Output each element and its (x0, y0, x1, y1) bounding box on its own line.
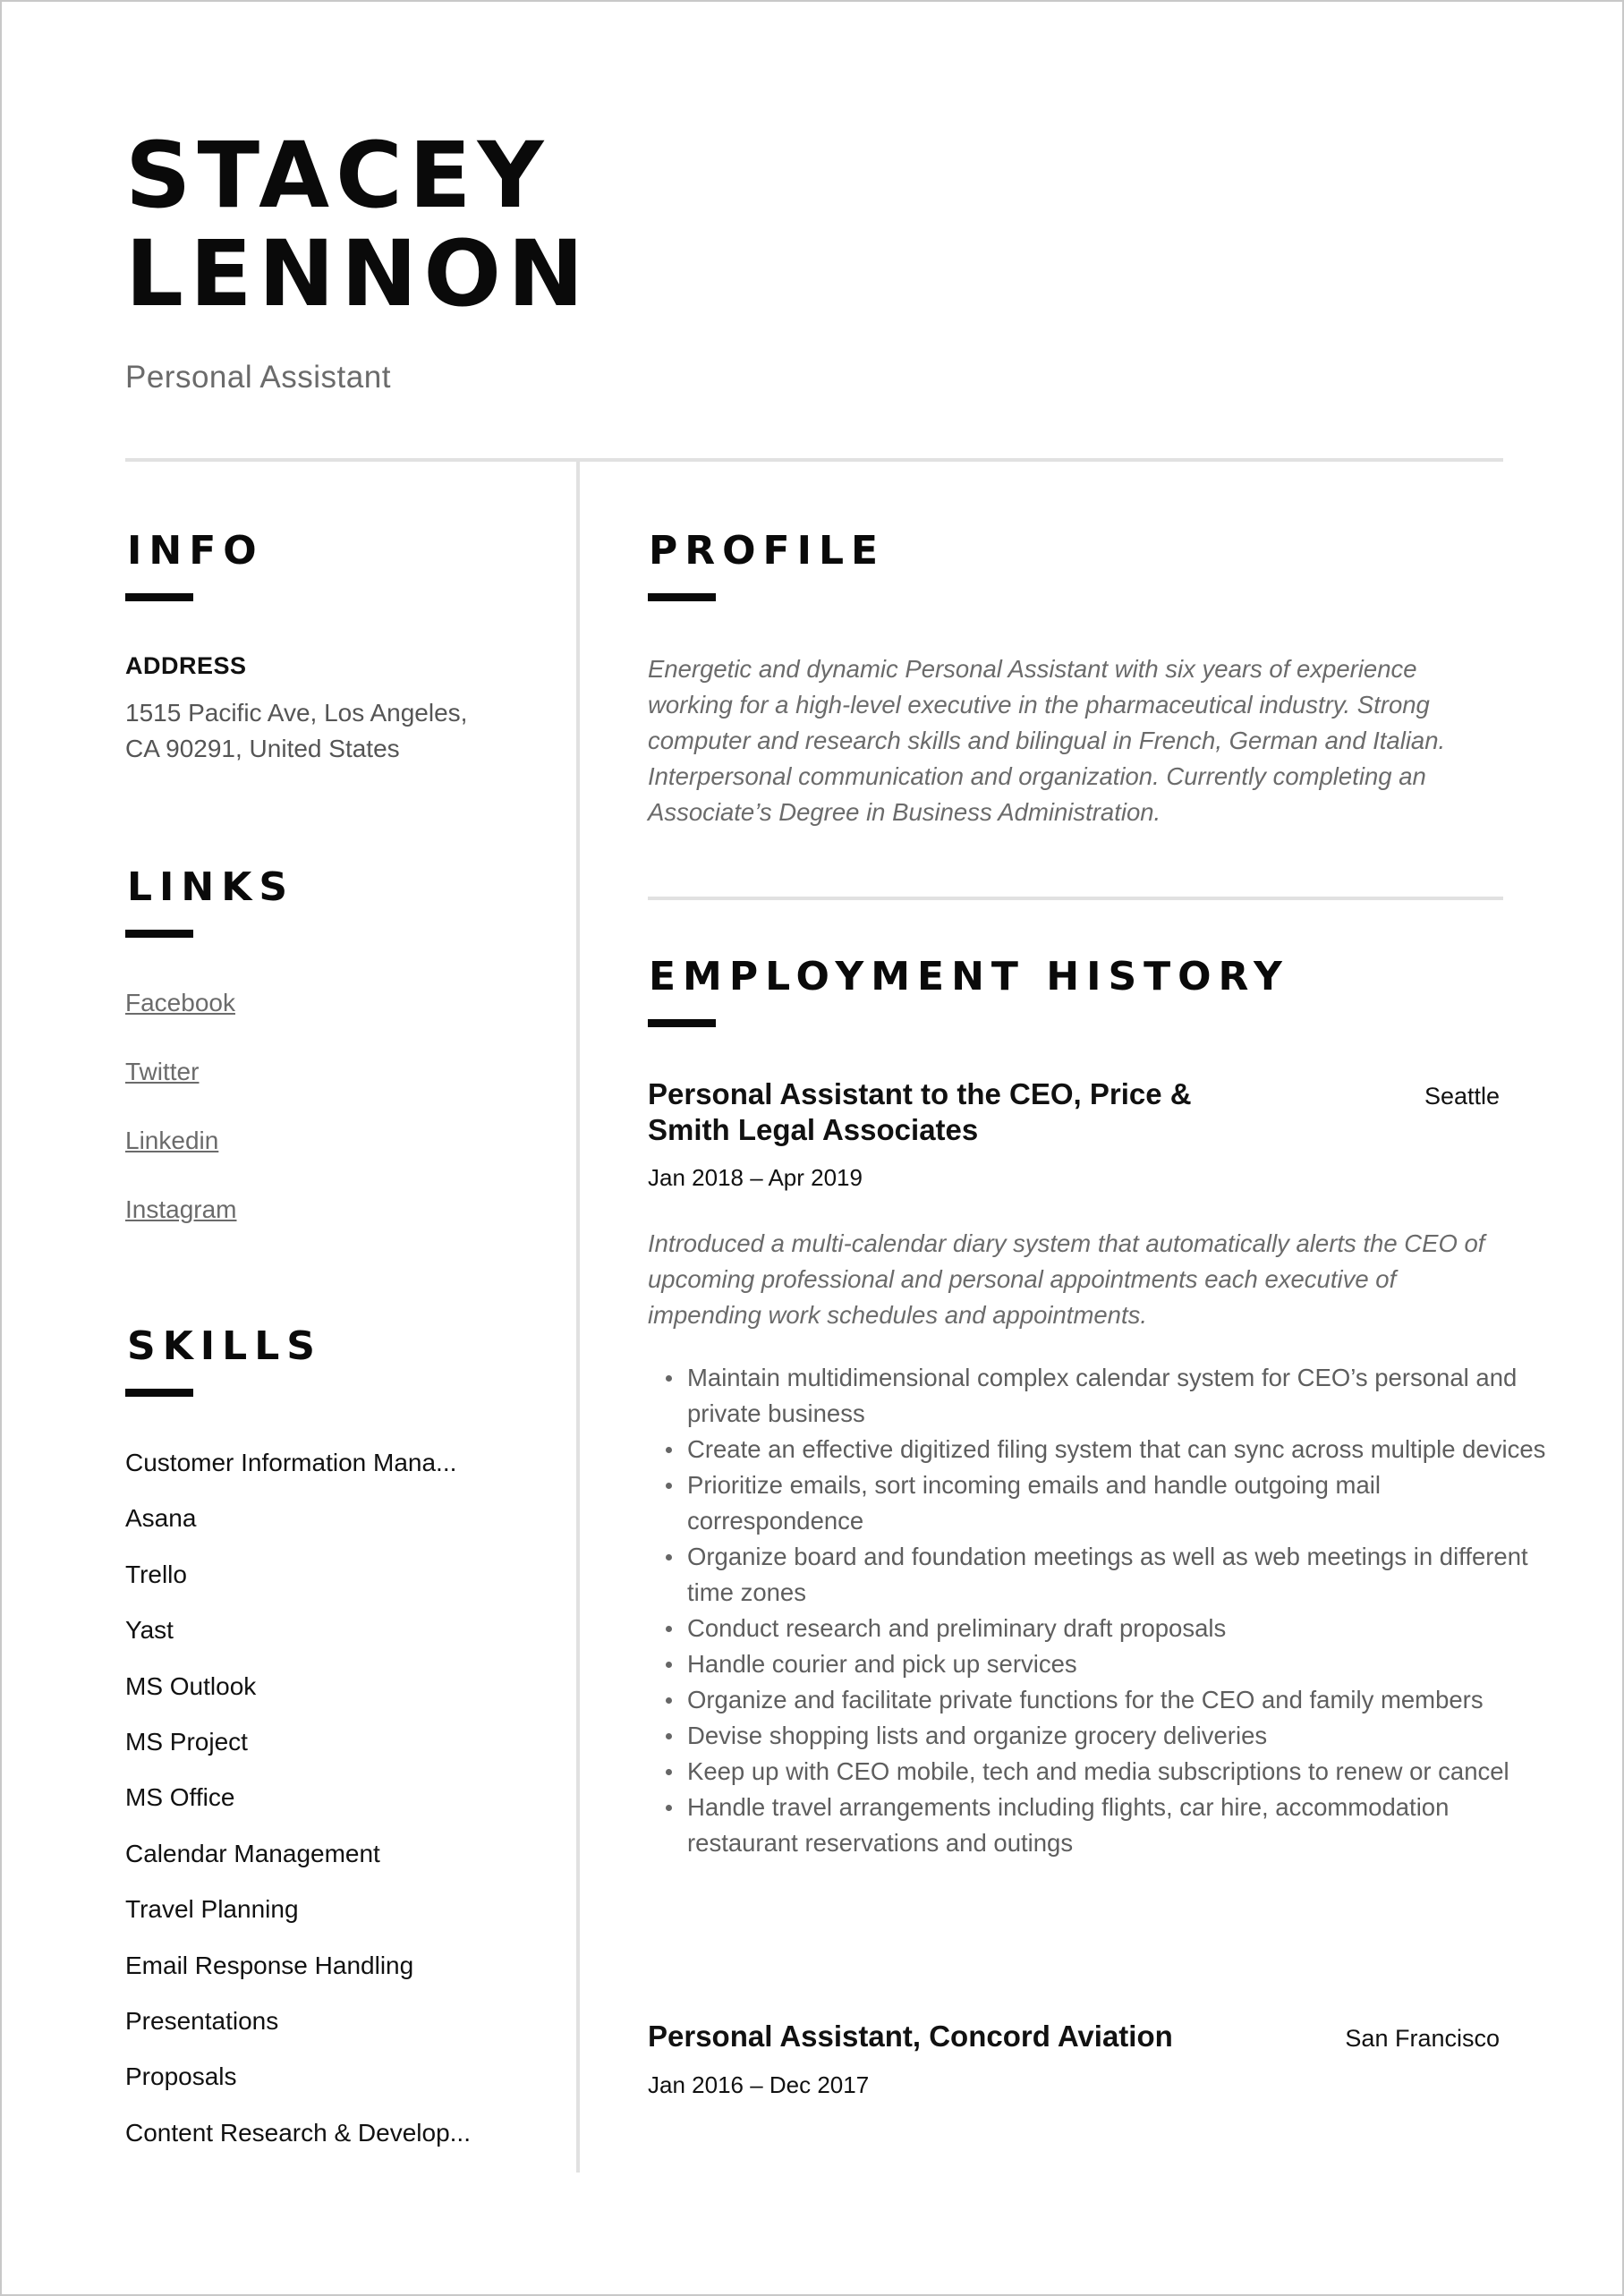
skill-item: MS Office (125, 1783, 235, 1812)
job-title-2: Personal Assistant, Concord Aviation (648, 2020, 1173, 2053)
candidate-name (125, 123, 591, 327)
profile-divider (648, 897, 1503, 900)
skill-item: Yast (125, 1616, 174, 1645)
job-title: Personal Assistant (125, 360, 391, 395)
responsibility-item: Handle courier and pick up services (687, 1646, 1546, 1682)
responsibility-item: Prioritize emails, sort incoming emails and handle outgoing mail correspondence (687, 1467, 1546, 1539)
address-label: ADDRESS (125, 652, 247, 679)
first-name: STACEY (125, 123, 550, 229)
skill-item: Calendar Management (125, 1839, 380, 1867)
employment-heading: EMPLOYMENT HISTORY (649, 954, 1289, 999)
skill-item: Email Response Handling (125, 1951, 414, 1979)
skill-item: Asana (125, 1504, 197, 1533)
skill-item: Travel Planning (125, 1895, 299, 1924)
skills-heading-underline (125, 1389, 193, 1397)
employment-heading-underline (648, 1019, 716, 1027)
profile-heading: PROFILE (649, 528, 886, 574)
responsibility-item: Maintain multidimensional complex calendar system for CEO’s personal and private business (687, 1360, 1546, 1432)
info-heading-underline (125, 593, 193, 601)
info-heading: INFO (127, 528, 264, 574)
job-title-1 (648, 1076, 1274, 1148)
skill-item: Proposals (125, 2062, 237, 2091)
last-name: LENNON (125, 221, 591, 327)
address-line-1: 1515 Pacific Ave, Los Angeles, (125, 699, 468, 727)
skill-item: Trello (125, 1560, 187, 1588)
skills-heading: SKILLS (127, 1323, 322, 1369)
job-title-1-line-1: Personal Assistant to the CEO, Price & (648, 1077, 1192, 1110)
job-title-1-line-2: Smith Legal Associates (648, 1113, 979, 1146)
links-heading-underline (125, 930, 193, 938)
address-value (125, 695, 528, 767)
address-line-2: CA 90291, United States (125, 735, 400, 762)
job-dates-2: Jan 2016 – Dec 2017 (648, 2071, 870, 2098)
responsibility-item: Organize and facilitate private functions for the CEO and family members (687, 1682, 1546, 1718)
link-twitter[interactable]: Twitter (125, 1058, 200, 1085)
job-description-1: Introduced a multi-calendar diary system that automatically alerts the CEO of upcoming professional and personal appointments each executive of impending work schedules and appointments. (648, 1229, 1485, 1329)
links-list (125, 984, 237, 1260)
skill-item: Content Research & Develop... (125, 2118, 471, 2147)
link-linkedin[interactable]: Linkedin (125, 1127, 219, 1154)
responsibility-item: Organize board and foundation meetings as well as web meetings in different time zones (687, 1539, 1546, 1611)
profile-heading-underline (648, 593, 716, 601)
responsibility-item: Create an effective digitized filing system that can sync across multiple devices (687, 1432, 1546, 1467)
job-location-2: San Francisco (1345, 2025, 1500, 2052)
job-location-1: Seattle (1424, 1083, 1500, 1110)
responsibility-item: Handle travel arrangements including flights, car hire, accommodation restaurant reservations and outings (687, 1790, 1546, 1861)
link-instagram[interactable]: Instagram (125, 1195, 237, 1223)
job-responsibilities-1 (648, 1360, 1546, 1861)
responsibility-item: Keep up with CEO mobile, tech and media subscriptions to renew or cancel (687, 1754, 1546, 1790)
skills-list (125, 1444, 510, 2170)
responsibility-item: Conduct research and preliminary draft proposals (687, 1611, 1546, 1646)
skill-item: MS Outlook (125, 1671, 257, 1700)
skill-item: MS Project (125, 1727, 248, 1756)
responsibility-item: Devise shopping lists and organize grocery deliveries (687, 1718, 1546, 1754)
link-facebook[interactable]: Facebook (125, 989, 235, 1016)
skill-item: Presentations (125, 2006, 279, 2035)
column-divider (576, 462, 580, 2173)
job-dates-1: Jan 2018 – Apr 2019 (648, 1164, 863, 1191)
links-heading: LINKS (127, 864, 295, 910)
skill-item: Customer Information Mana... (125, 1449, 457, 1476)
profile-summary: Energetic and dynamic Personal Assistant with six years of experience working for a high-level executive in the pharmaceutical industry. Strong computer and research skills and bilingual in French, German and Italian. Interpersonal communication and organization. Currently completing an Associate’s Degree in Business Administration. (648, 655, 1446, 826)
header-divider (125, 458, 1503, 462)
